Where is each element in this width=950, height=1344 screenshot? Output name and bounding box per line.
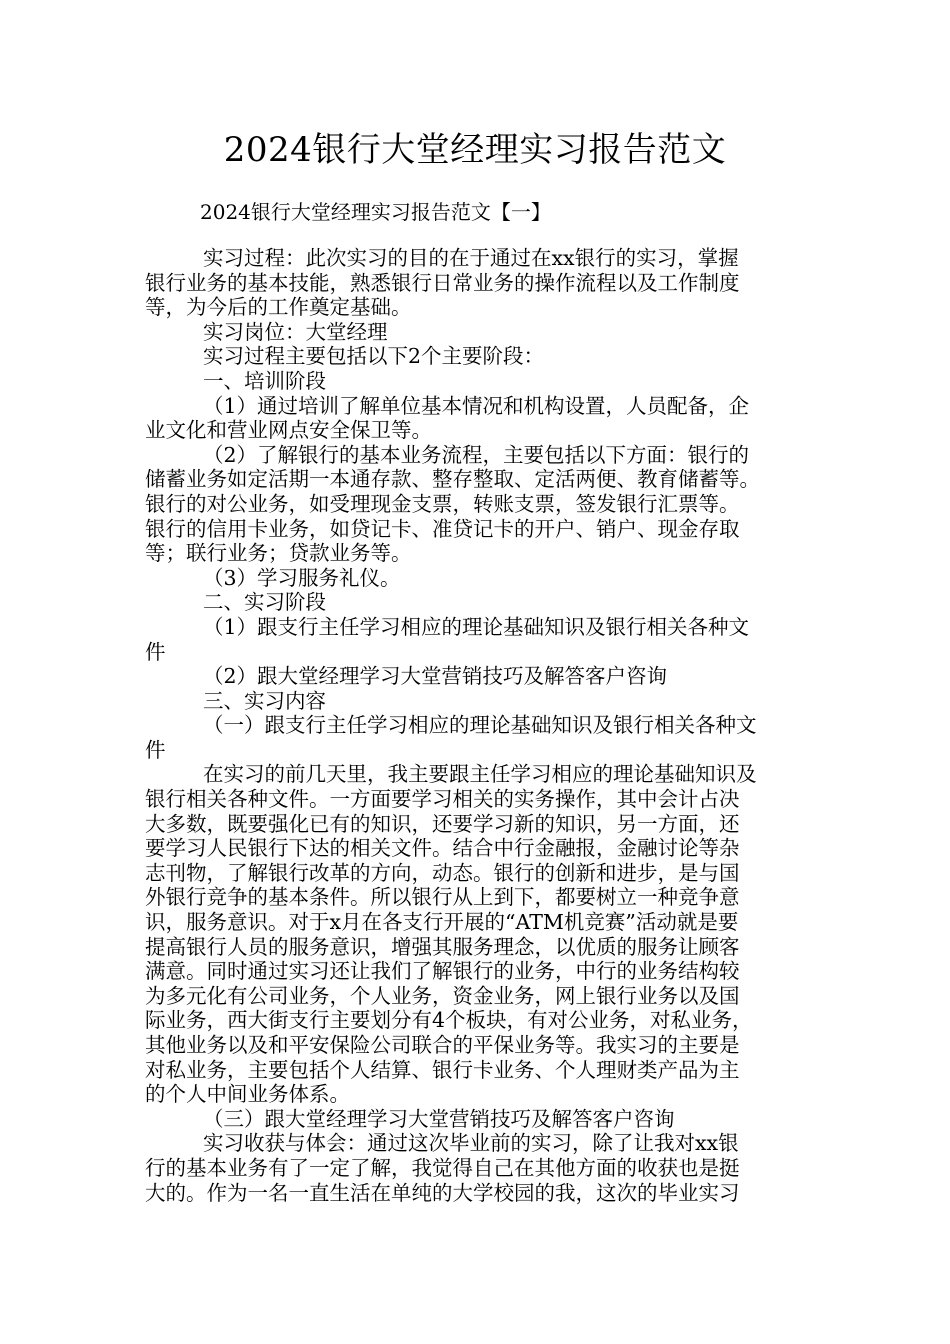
body-line: （1）通过培训了解单位基本情况和机构设置，人员配备，企: [203, 393, 750, 418]
body-line: （2）跟大堂经理学习大堂营销技巧及解答客户咨询: [203, 664, 668, 689]
body-line: 银行的信用卡业务，如贷记卡、准贷记卡的开户、销户、现金存取: [145, 516, 740, 541]
body-line: （1）跟支行主任学习相应的理论基础知识及银行相关各种文: [203, 614, 750, 639]
body-line: 实习岗位：大堂经理: [203, 319, 388, 344]
body-line: 储蓄业务如定活期一本通存款、整存整取、定活两便、教育储蓄等。: [145, 467, 760, 492]
body-line: 提高银行人员的服务意识，增强其服务理念，以优质的服务让顾客: [145, 934, 740, 959]
body-line: 大的。作为一名一直生活在单纯的大学校园的我，这次的毕业实习: [145, 1180, 740, 1205]
body-line: 实习收获与体会：通过这次毕业前的实习，除了让我对xx银: [203, 1131, 739, 1156]
body-line: 等，为今后的工作奠定基础。: [145, 295, 412, 320]
body-line: 一、培训阶段: [203, 368, 326, 393]
document-title: 2024银行大堂经理实习报告范文: [223, 130, 727, 170]
body-line: 件: [145, 737, 166, 762]
body-line: 三、实习内容: [203, 688, 326, 713]
body-line: 对私业务，主要包括个人结算、银行卡业务、个人理财类产品为主: [145, 1057, 740, 1082]
body-line: 实习过程主要包括以下2个主要阶段：: [203, 344, 545, 369]
body-line: 行的基本业务有了一定了解，我觉得自己在其他方面的收获也是挺: [145, 1155, 740, 1180]
body-line: （一）跟支行主任学习相应的理论基础知识及银行相关各种文: [203, 713, 757, 738]
body-line: （2）了解银行的基本业务流程，主要包括以下方面：银行的: [203, 442, 750, 467]
body-line: 银行的对公业务，如受理现金支票，转账支票，签发银行汇票等。: [145, 491, 740, 516]
body-line: 其他业务以及和平安保险公司联合的平保业务等。我实习的主要是: [145, 1033, 740, 1057]
body-line: 满意。同时通过实习还让我们了解银行的业务，中行的业务结构较: [145, 959, 740, 984]
body-line: 实习过程：此次实习的目的在于通过在xx银行的实习，掌握: [203, 246, 739, 270]
body-line: 件: [145, 639, 166, 664]
body-line: 外银行竞争的基本条件。所以银行从上到下，都要树立一种竞争意: [145, 885, 740, 910]
body-line: 志刊物，了解银行改革的方向，动态。银行的创新和进步，是与国: [145, 860, 740, 885]
body-line: 等；联行业务；贷款业务等。: [145, 541, 412, 566]
body-line: （三）跟大堂经理学习大堂营销技巧及解答客户咨询: [203, 1106, 675, 1131]
body-line: 业文化和营业网点安全保卫等。: [145, 418, 432, 443]
body-line: 要学习人民银行下达的相关文件。结合中行金融报，金融讨论等杂: [145, 836, 740, 861]
body-line: （3）学习服务礼仪。: [203, 565, 401, 590]
document-body: [145, 246, 810, 1205]
body-line: 为多元化有公司业务，个人业务，资金业务，网上银行业务以及国: [145, 983, 740, 1008]
body-line: 识，服务意识。对于x月在各支行开展的“ATM机竞赛”活动就是要: [145, 910, 739, 935]
body-line: 二、实习阶段: [203, 590, 326, 615]
body-line: 银行业务的基本技能，熟悉银行日常业务的操作流程以及工作制度: [145, 270, 740, 295]
body-line: 的个人中间业务体系。: [145, 1082, 350, 1107]
document-subtitle: 2024银行大堂经理实习报告范文【一】: [200, 200, 551, 224]
body-line: 大多数，既要强化已有的知识，还要学习新的知识，另一方面，还: [145, 811, 740, 836]
body-line: 际业务，西大街支行主要划分有4个板块，有对公业务，对私业务，: [145, 1008, 753, 1033]
body-line: 银行相关各种文件。一方面要学习相关的实务操作，其中会计占决: [145, 787, 740, 812]
body-line: 在实习的前几天里，我主要跟主任学习相应的理论基础知识及: [203, 762, 757, 787]
